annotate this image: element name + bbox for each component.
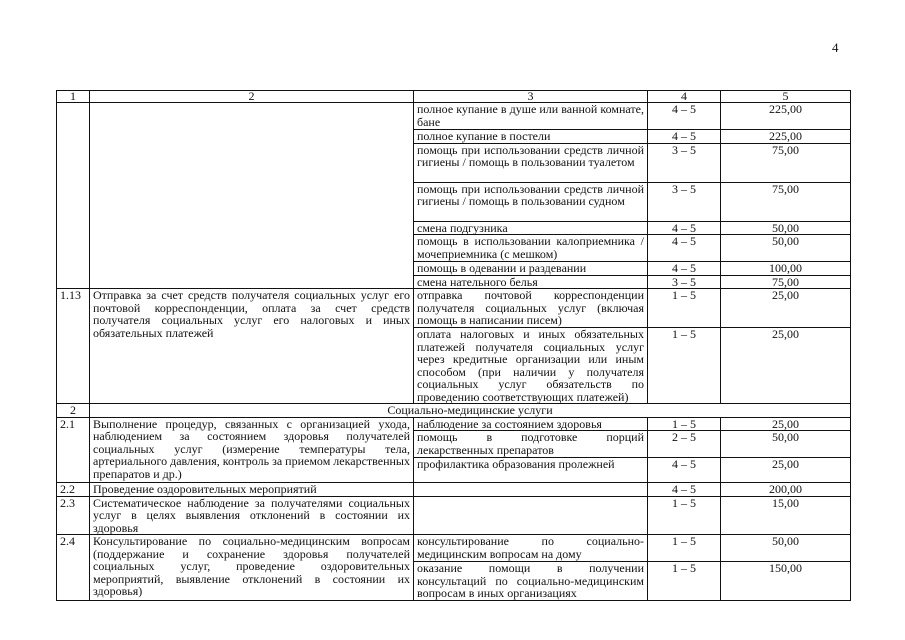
section-title: Социально-медицинские услуги xyxy=(90,404,851,418)
service-price: 25,00 xyxy=(721,458,851,483)
service-quantity: 3 – 5 xyxy=(648,182,721,221)
row-number: 2.4 xyxy=(57,535,90,601)
service-quantity: 1 – 5 xyxy=(648,328,721,404)
service-price: 50,00 xyxy=(721,535,851,562)
service-quantity: 3 – 5 xyxy=(648,275,721,289)
table-row xyxy=(57,289,851,328)
service-name: помощь при использовании средств личной гигиены / помощь в пользовании судном xyxy=(414,182,648,221)
service-price: 200,00 xyxy=(721,483,851,497)
service-name: оплата налоговых и иных обязательных платежей получателя социальных услуг через кредитные организации или иным способом (при наличии у получателя социальных услуг обязательств по проведению соответствующих платежей) xyxy=(414,328,648,404)
service-quantity: 4 – 5 xyxy=(648,483,721,497)
service-price: 25,00 xyxy=(721,328,851,404)
service-price: 50,00 xyxy=(721,221,851,235)
service-quantity: 1 – 5 xyxy=(648,496,721,535)
table-row xyxy=(57,483,851,497)
row-number: 1.13 xyxy=(57,289,90,404)
service-name: отправка почтовой корреспонденции получателя социальных услуг (включая помощь в написании писем) xyxy=(414,289,648,328)
service-price: 25,00 xyxy=(721,417,851,431)
service-quantity: 2 – 5 xyxy=(648,431,721,458)
service-name: наблюдение за состоянием здоровья xyxy=(414,417,648,431)
service-name: оказание помощи в получении консультаций по социально-медицинским вопросам в иных организациях xyxy=(414,562,648,601)
column-header: 4 xyxy=(648,91,721,103)
service-quantity: 1 – 5 xyxy=(648,289,721,328)
row-number: 2.1 xyxy=(57,417,90,483)
service-quantity: 4 – 5 xyxy=(648,130,721,144)
service-quantity: 1 – 5 xyxy=(648,417,721,431)
service-quantity: 4 – 5 xyxy=(648,235,721,262)
service-price: 75,00 xyxy=(721,143,851,182)
service-quantity: 1 – 5 xyxy=(648,562,721,601)
service-name: помощь в одевании и раздевании xyxy=(414,262,648,276)
service-price: 50,00 xyxy=(721,235,851,262)
column-header: 2 xyxy=(90,91,414,103)
page-number: 4 xyxy=(832,40,839,55)
service-description: Отправка за счет средств получателя социальных услуг его почтовой корреспонденции, оплата за счет средств получателя социальных услуг его налоговых и иных обязательных платежей xyxy=(90,289,414,404)
service-price: 15,00 xyxy=(721,496,851,535)
service-description: Систематическое наблюдение за получателями социальных услуг в целях выявления отклонений в состоянии их здоровья xyxy=(90,496,414,535)
column-header: 1 xyxy=(57,91,90,103)
services-table xyxy=(56,90,851,601)
service-name: помощь в использовании калоприемника / мочеприемника (с мешком) xyxy=(414,235,648,262)
service-price: 100,00 xyxy=(721,262,851,276)
service-description: Проведение оздоровительных мероприятий xyxy=(90,483,414,497)
row-number: 2.3 xyxy=(57,496,90,535)
column-header: 5 xyxy=(721,91,851,103)
service-name: помощь при использовании средств личной гигиены / помощь в пользовании туалетом xyxy=(414,143,648,182)
service-price: 75,00 xyxy=(721,182,851,221)
service-name: полное купание в постели xyxy=(414,130,648,144)
service-quantity: 4 – 5 xyxy=(648,262,721,276)
service-name: консультирование по социально-медицинским вопросам на дому xyxy=(414,535,648,562)
service-description: Консультирование по социально-медицинским вопросам (поддержание и сохранение здоровья получателей социальных услуг, проведение оздоровительных мероприятий, выявление отклонений в состоянии их здоровья) xyxy=(90,535,414,601)
row-number: 2.2 xyxy=(57,483,90,497)
service-price: 225,00 xyxy=(721,130,851,144)
service-price: 75,00 xyxy=(721,275,851,289)
service-name: помощь в подготовке порций лекарственных препаратов xyxy=(414,431,648,458)
service-name xyxy=(414,496,648,535)
column-header: 3 xyxy=(414,91,648,103)
table-row xyxy=(57,103,851,130)
service-description: Выполнение процедур, связанных с организацией ухода, наблюдением за состоянием здоровья получателей социальных услуг (измерение температуры тела, артериального давления, контроль за приемом лекарственных препаратов и др.) xyxy=(90,417,414,483)
service-quantity: 1 – 5 xyxy=(648,535,721,562)
service-name: смена нательного белья xyxy=(414,275,648,289)
table-row xyxy=(57,496,851,535)
service-name: профилактика образования пролежней xyxy=(414,458,648,483)
service-quantity: 4 – 5 xyxy=(648,221,721,235)
section-number: 2 xyxy=(57,404,90,418)
section-row xyxy=(57,404,851,418)
service-quantity: 4 – 5 xyxy=(648,103,721,130)
service-price: 25,00 xyxy=(721,289,851,328)
row-number xyxy=(57,103,90,289)
table-header-row xyxy=(57,91,851,103)
service-name xyxy=(414,483,648,497)
table-row xyxy=(57,535,851,562)
service-quantity: 4 – 5 xyxy=(648,458,721,483)
service-quantity: 3 – 5 xyxy=(648,143,721,182)
service-description xyxy=(90,103,414,289)
service-name: смена подгузника xyxy=(414,221,648,235)
service-price: 50,00 xyxy=(721,431,851,458)
service-price: 225,00 xyxy=(721,103,851,130)
table-row xyxy=(57,417,851,431)
service-price: 150,00 xyxy=(721,562,851,601)
service-name: полное купание в душе или ванной комнате, бане xyxy=(414,103,648,130)
